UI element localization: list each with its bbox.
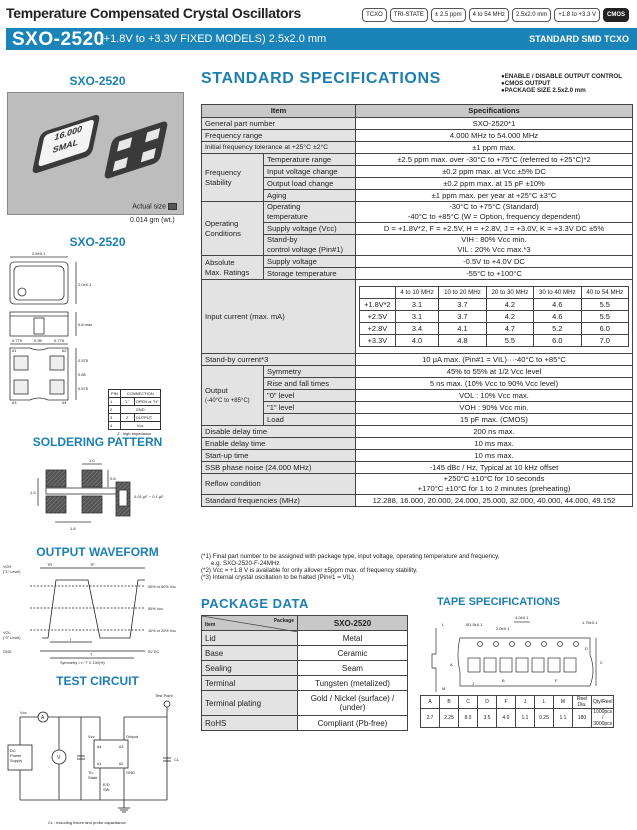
- row-label: Disable delay time: [202, 426, 356, 438]
- footnote: e.g. SXO-2520-F-24MHz: [211, 560, 280, 567]
- row-label: Reflow condition: [202, 474, 356, 495]
- wave-vol: VOL: [3, 631, 11, 635]
- dim-pv3: 0.575: [78, 386, 89, 391]
- current-value: 5.2: [534, 323, 581, 335]
- model-name: SXO-2520: [12, 29, 105, 50]
- table-row: [202, 390, 633, 402]
- row-label: Input voltage change: [264, 166, 356, 178]
- row-value: 45% to 55% at 1/2 Vcc level: [356, 366, 633, 378]
- table-row: [202, 661, 408, 676]
- row-value: Compliant (Pb-free): [298, 716, 408, 731]
- current-value: 5.5: [581, 299, 628, 311]
- tape-header: Reel Dia.: [573, 696, 592, 709]
- row-label: RoHS: [202, 716, 298, 731]
- row-label: Lid: [202, 631, 298, 646]
- tape-label-C: C: [600, 660, 603, 665]
- tape-header: M: [554, 696, 573, 709]
- row-label: Rise and fall times: [264, 378, 356, 390]
- soldering-pattern-drawing: [0, 450, 195, 535]
- pin-cell: "L": [120, 398, 134, 406]
- circuit-testpoint: Test Point: [155, 693, 173, 698]
- row-label: Aging: [264, 190, 356, 202]
- chip-brand: SMAL: [51, 136, 80, 156]
- table-row: [202, 716, 408, 731]
- row-label: Start-up time: [202, 450, 356, 462]
- row-value: -55°C to +100°C: [356, 268, 633, 280]
- circuit-supply: DC: [10, 748, 16, 753]
- page-title: Temperature Compensated Crystal Oscillators: [6, 5, 301, 21]
- tape-value: 4.0: [497, 709, 516, 728]
- row-label: Sealing: [202, 661, 298, 676]
- model-banner: [6, 28, 637, 50]
- table-row: [202, 235, 633, 256]
- actual-size-icon: [168, 203, 177, 210]
- input-current-table: [359, 286, 629, 347]
- table-row: [202, 202, 633, 223]
- chip-bottom-view: [104, 120, 169, 180]
- tape-header: J: [516, 696, 535, 709]
- tape-label-F: F: [555, 678, 558, 683]
- dim-pad-b: 0.95: [34, 338, 42, 343]
- footnote: (*3) Internal crystal oscillation to be halted (Pin#1 = VIL): [201, 574, 354, 581]
- badge: TRI-STATE: [390, 8, 428, 22]
- wave-90: 90% or 80% Vcc: [148, 585, 177, 589]
- circuit-pin: #2: [119, 761, 124, 766]
- row-label: Terminal plating: [202, 691, 298, 716]
- current-value: 4.2: [486, 311, 533, 323]
- circuit-vcc: Vcc: [20, 710, 27, 715]
- solder-dim-bottom: 1.8: [70, 526, 76, 531]
- row-value: VOL : 10% Vcc max.: [356, 390, 633, 402]
- feature-item: ● ENABLE / DISABLE OUTPUT CONTROL: [501, 73, 622, 80]
- tape-header: D: [478, 696, 497, 709]
- current-value: 7.0: [581, 335, 628, 347]
- row-label: SSB phase noise (24.000 MHz): [202, 462, 356, 474]
- wave-50: 50% Vcc: [148, 607, 163, 611]
- current-value: 4.1: [439, 323, 486, 335]
- circuit-cl: CL: [174, 757, 180, 762]
- tape-label-hole: Ø1.5±0.1: [466, 622, 483, 627]
- pin-cell: OPEN or "H": [135, 399, 159, 404]
- row-value: -0.5V to +4.0V DC: [356, 256, 633, 268]
- pin-cell: 2: [109, 406, 121, 414]
- table-row: [202, 402, 633, 414]
- tape-label-w: 1.75±0.1: [582, 620, 598, 625]
- wave-tr: TR: [47, 563, 53, 567]
- tape-value: 2.7: [421, 709, 440, 728]
- current-row: [360, 323, 629, 335]
- table-row: [202, 223, 633, 235]
- circuit-supply: Supply: [10, 758, 23, 763]
- dim-height: 2.0±0.1: [78, 282, 92, 287]
- table-row: [202, 354, 633, 366]
- row-value: Tungsten (metalized): [298, 676, 408, 691]
- test-circuit-diagram: [0, 690, 195, 830]
- current-value: 3.4: [395, 323, 439, 335]
- current-voltage: +3.3V: [360, 335, 396, 347]
- current-value: 4.6: [534, 311, 581, 323]
- row-value: Gold / Nickel (surface) / (under): [298, 691, 408, 716]
- circuit-ed-switch: E/D: [103, 782, 110, 787]
- row-label: Initial frequency tolerance at +25°C ±2°C: [202, 142, 356, 154]
- circuit-tristate: State: [88, 775, 98, 780]
- output-waveform-chart: [0, 558, 195, 666]
- dim-width: 2.5±0.1: [32, 251, 46, 256]
- badge: +1.8 to +3.3 V: [554, 8, 600, 22]
- table-row: [202, 414, 633, 426]
- row-value: SXO-2520*1: [356, 118, 633, 130]
- row-label: Supply voltage (Vcc): [264, 223, 356, 235]
- wave-tf: TF: [90, 563, 95, 567]
- row-value: 10 μA max. (Pin#1 = VIL)···-40°C to +85°C: [356, 354, 633, 366]
- tape-value: 180: [573, 709, 592, 728]
- tape-label-B: B: [502, 678, 505, 683]
- row-value: Ceramic: [298, 646, 408, 661]
- group-label: Frequency Stability: [202, 154, 264, 202]
- waveform-title: OUTPUT WAVEFORM: [36, 545, 159, 559]
- input-current-cell: [356, 280, 633, 354]
- current-value: 6.0: [581, 323, 628, 335]
- current-value: 3.1: [395, 299, 439, 311]
- current-col: 40 to 54 MHz: [581, 287, 628, 299]
- solder-dim-top: 1.0: [89, 458, 95, 463]
- pin-cell: GND: [120, 406, 160, 414]
- circuit-pin: #3: [119, 744, 124, 749]
- table-row: [202, 474, 633, 495]
- circuit-output: Output: [126, 734, 139, 739]
- row-value: -145 dBc / Hz, Typical at 10 kHz offset: [356, 462, 633, 474]
- wave-10: 10% or 20% Vcc: [148, 629, 177, 633]
- row-value: ±1 ppm max. per year at +25°C ±3°C: [356, 190, 633, 202]
- circuit-tristate: Tri-: [88, 770, 94, 775]
- package-table: [201, 615, 408, 731]
- pin-cell: 4: [109, 422, 121, 430]
- weight: 0.014 gm (wt.): [130, 217, 175, 224]
- table-row: [202, 190, 633, 202]
- tape-header: C: [459, 696, 478, 709]
- current-value: 3.1: [395, 311, 439, 323]
- badge: ± 2.5 ppm: [431, 8, 466, 22]
- solder-cap-label: 0.01 μF ~ 0.1 μF: [134, 494, 164, 499]
- tape-header: L: [535, 696, 554, 709]
- tape-label-J: J: [472, 681, 474, 686]
- row-value: 10 ms max.: [356, 450, 633, 462]
- circuit-note: CL : including fixture and probe capacitance.: [48, 820, 127, 825]
- row-label: Operating temperature: [264, 202, 356, 223]
- tape-value: 1.1: [554, 709, 573, 728]
- tape-heading: TAPE SPECIFICATIONS: [437, 596, 561, 608]
- tape-label-L: L: [442, 622, 445, 627]
- row-value: +250°C ±10°C for 10 seconds +170°C ±10°C for 1 to 2 minutes (preheating): [356, 474, 633, 495]
- current-value: 4.6: [534, 299, 581, 311]
- pin-table-note: Z : high impedance: [117, 431, 152, 436]
- current-voltage: +2.5V: [360, 311, 396, 323]
- solder-dim-left: 1.5: [30, 490, 36, 495]
- table-row: [202, 438, 633, 450]
- pin-cell: 3: [109, 414, 121, 422]
- tape-label-p2: 2.0±0.1: [496, 626, 510, 631]
- col-item: Item: [202, 105, 356, 118]
- feature-item: ● CMOS OUTPUT: [501, 80, 622, 87]
- tape-header: A: [421, 696, 440, 709]
- row-value: VOH : 90% Vcc min.: [356, 402, 633, 414]
- row-value: Seam: [298, 661, 408, 676]
- row-value: 12.288, 16.000, 20.000, 24.000, 25.000, 32.000, 40.000, 44.000, 49.152: [356, 495, 633, 507]
- dim-thickness: 0.8 max: [78, 322, 93, 327]
- current-col: 30 to 40 MHz: [534, 287, 581, 299]
- row-value: ±2.5 ppm max. over -30°C to +75°C (referred to +25°C)*2: [356, 154, 633, 166]
- pin-connection-table: [108, 389, 161, 437]
- row-value: 15 pF max. (CMOS): [356, 414, 633, 426]
- wave-gnd: GND: [3, 650, 12, 654]
- pin-label: #4: [62, 400, 67, 405]
- dimension-drawing: [0, 248, 195, 428]
- tape-table: [420, 695, 614, 728]
- table-row: [202, 495, 633, 507]
- row-value: 5 ns max. (10% Vcc to 90% Vcc level): [356, 378, 633, 390]
- current-col: 4 to 10 MHz: [395, 287, 439, 299]
- tape-label-p1: 4.0±0.1: [515, 615, 529, 620]
- chip-top-view: [32, 113, 101, 174]
- table-row: [202, 130, 633, 142]
- row-label: "1" level: [264, 402, 356, 414]
- wave-vol-level: ("0" Level): [3, 636, 21, 640]
- tape-value: 2.25: [440, 709, 459, 728]
- table-row: [202, 142, 633, 154]
- voltmeter-icon: V: [57, 755, 61, 761]
- group-label: Absolute Max. Ratings: [202, 256, 264, 280]
- pin-cell: OUTPUT: [134, 414, 160, 422]
- row-label: Enable delay time: [202, 438, 356, 450]
- group-label: Operating Conditions: [202, 202, 264, 256]
- product-photo: [7, 92, 184, 215]
- table-row: [202, 366, 633, 378]
- feature-item: ● PACKAGE SIZE 2.5x2.0 mm: [501, 87, 622, 94]
- row-value: ±0.2 ppm max. at Vcc ±5% DC: [356, 166, 633, 178]
- solder-dim-right: 0.8: [110, 476, 116, 481]
- current-value: 3.7: [439, 311, 486, 323]
- specifications-table: [201, 104, 633, 507]
- current-value: 5.5: [581, 311, 628, 323]
- row-value: D = +1.8V*2, F = +2.5V, H = +2.8V, J = +3.0V, K = +3.3V DC ±5%: [356, 223, 633, 235]
- tape-header: F: [497, 696, 516, 709]
- circuit-pin: #4: [97, 744, 102, 749]
- specs-heading: STANDARD SPECIFICATIONS: [201, 70, 441, 87]
- package-heading: PACKAGE DATA: [201, 596, 309, 611]
- current-row: [360, 311, 629, 323]
- pin-cell: 1: [109, 398, 121, 406]
- current-col: 20 to 30 MHz: [486, 287, 533, 299]
- wave-T: T: [90, 653, 93, 657]
- current-value: 4.0: [395, 335, 439, 347]
- wave-voh: VOH: [3, 565, 12, 569]
- circuit-title: TEST CIRCUIT: [56, 674, 139, 688]
- circuit-vdd: Vcc: [88, 734, 95, 739]
- circuit-pin: #1: [97, 761, 102, 766]
- actual-size-label: [132, 203, 177, 210]
- row-value: -30°C to +75°C (Standard) -40°C to +85°C (W = Option, frequency dependent): [356, 202, 633, 223]
- wave-symmetry: Symmetry = t / T X 100(%): [60, 661, 105, 665]
- row-label: Stand-by control voltage (Pin#1): [264, 235, 356, 256]
- table-row: [202, 166, 633, 178]
- dim-pv2: 0.85: [78, 372, 86, 377]
- row-value: Metal: [298, 631, 408, 646]
- row-label: Stand-by current*3: [202, 354, 356, 366]
- dim-pad-c: 0.775: [54, 338, 65, 343]
- col-specifications: Specifications: [356, 105, 633, 118]
- row-label: Supply voltage: [264, 256, 356, 268]
- table-row: [202, 268, 633, 280]
- table-row: [202, 280, 633, 354]
- product-category: STANDARD SMD TCXO: [529, 34, 629, 44]
- row-label: General part number: [202, 118, 356, 130]
- badge: 4 to 54 MHz: [469, 8, 509, 22]
- circuit-supply: Power: [10, 753, 22, 758]
- current-row: [360, 335, 629, 347]
- tape-value: 1.1: [516, 709, 535, 728]
- table-row: [202, 676, 408, 691]
- tape-value: 1000pcs / 3000pcs: [593, 709, 613, 727]
- current-voltage: +2.8V: [360, 323, 396, 335]
- table-row: [202, 426, 633, 438]
- pin-label: #3: [12, 400, 17, 405]
- wave-0v: 0V DC: [148, 650, 160, 654]
- wave-voh-level: ("1" Level): [3, 570, 21, 574]
- tape-header: Qty/Reel: [592, 696, 614, 709]
- row-label: Terminal: [202, 676, 298, 691]
- row-value: 200 ns max.: [356, 426, 633, 438]
- tape-value: 3.5: [478, 709, 497, 728]
- table-row: [202, 378, 633, 390]
- soldering-title: SOLDERING PATTERN: [32, 435, 163, 449]
- current-row: [360, 299, 629, 311]
- footnote: (*1) Final part number to be assigned with package type, input voltage, operating temperature and frequency.: [201, 553, 500, 560]
- feature-list: [501, 73, 622, 94]
- table-row: [202, 154, 633, 166]
- row-label: Storage temperature: [264, 268, 356, 280]
- current-value: 4.2: [486, 299, 533, 311]
- tape-value: 8.0: [459, 709, 478, 728]
- row-value: ±0.2 ppm max. at 15 pF ±10%: [356, 178, 633, 190]
- model-subtitle: (+1.8V to +3.3V FIXED MODELS) 2.5x2.0 mm: [100, 33, 327, 45]
- footnote: (*2) Vcc = +1.8 V is available for only allover ±5ppm max. of frequency stability.: [201, 567, 418, 574]
- table-row: [202, 118, 633, 130]
- package-column: SXO-2520: [298, 616, 408, 631]
- table-row: [202, 631, 408, 646]
- row-label: Symmetry: [264, 366, 356, 378]
- tape-value: 0.25: [535, 709, 554, 728]
- package-corner-header: Package Item: [202, 616, 298, 631]
- current-value: 5.5: [486, 335, 533, 347]
- wave-t: t: [70, 638, 72, 642]
- table-row: [202, 450, 633, 462]
- footnotes: [201, 553, 637, 581]
- table-row: [202, 256, 633, 268]
- table-row: [202, 178, 633, 190]
- photo-title: SXO-2520: [69, 74, 126, 88]
- pin-label: #2: [62, 348, 67, 353]
- current-voltage: +1.8V*2: [360, 299, 396, 311]
- tape-header: B: [440, 696, 459, 709]
- circuit-gnd: GND: [126, 770, 135, 775]
- actual-size-text: Actual size: [132, 203, 167, 210]
- row-label: Base: [202, 646, 298, 661]
- pin-cell: Vcc: [120, 422, 160, 430]
- current-value: 3.7: [439, 299, 486, 311]
- feature-badges: [362, 8, 629, 22]
- tape-label-M: M: [442, 686, 446, 691]
- table-row: [202, 691, 408, 716]
- row-value: VIH : 80% Vcc min. VIL : 20% Vcc max.*3: [356, 235, 633, 256]
- row-value: 10 ms max.: [356, 438, 633, 450]
- badge: 2.5x2.0 mm: [512, 8, 551, 22]
- circuit-ed-switch: SW: [103, 787, 110, 792]
- pin-table-header: PIN: [109, 390, 121, 398]
- row-label: Frequency range: [202, 130, 356, 142]
- chip-marking: 16.000: [53, 123, 84, 143]
- dim-pv1: 0.575: [78, 358, 89, 363]
- row-label: Load: [264, 414, 356, 426]
- pin-table-header: CONNECTION: [120, 390, 160, 398]
- current-value: 4.8: [439, 335, 486, 347]
- current-value: 6.0: [534, 335, 581, 347]
- tape-label-A: A: [450, 662, 453, 667]
- row-value: 4.000 MHz to 54.000 MHz: [356, 130, 633, 142]
- row-value: ±1 ppm max.: [356, 142, 633, 154]
- table-row: [202, 462, 633, 474]
- pin-label: #1: [12, 348, 17, 353]
- current-value: 4.7: [486, 323, 533, 335]
- row-label: Output load change: [264, 178, 356, 190]
- dimensions-title: SXO-2520: [69, 235, 126, 249]
- current-col: 10 to 20 MHz: [439, 287, 486, 299]
- tape-label-D: D: [585, 646, 588, 651]
- table-row: [202, 646, 408, 661]
- row-label: "0" level: [264, 390, 356, 402]
- ammeter-icon: A: [41, 715, 45, 721]
- badge: CMOS: [603, 8, 629, 22]
- row-label: Standard frequencies (MHz): [202, 495, 356, 507]
- dim-pad-a: 0.775: [12, 338, 23, 343]
- row-label: Temperature range: [264, 154, 356, 166]
- group-label: Output (-40°C to +85°C): [202, 366, 264, 426]
- pin-cell: Z: [120, 414, 134, 422]
- row-label: Input current (max. mA): [202, 280, 356, 354]
- tape-drawing: [420, 610, 610, 692]
- badge: TCXO: [362, 8, 387, 22]
